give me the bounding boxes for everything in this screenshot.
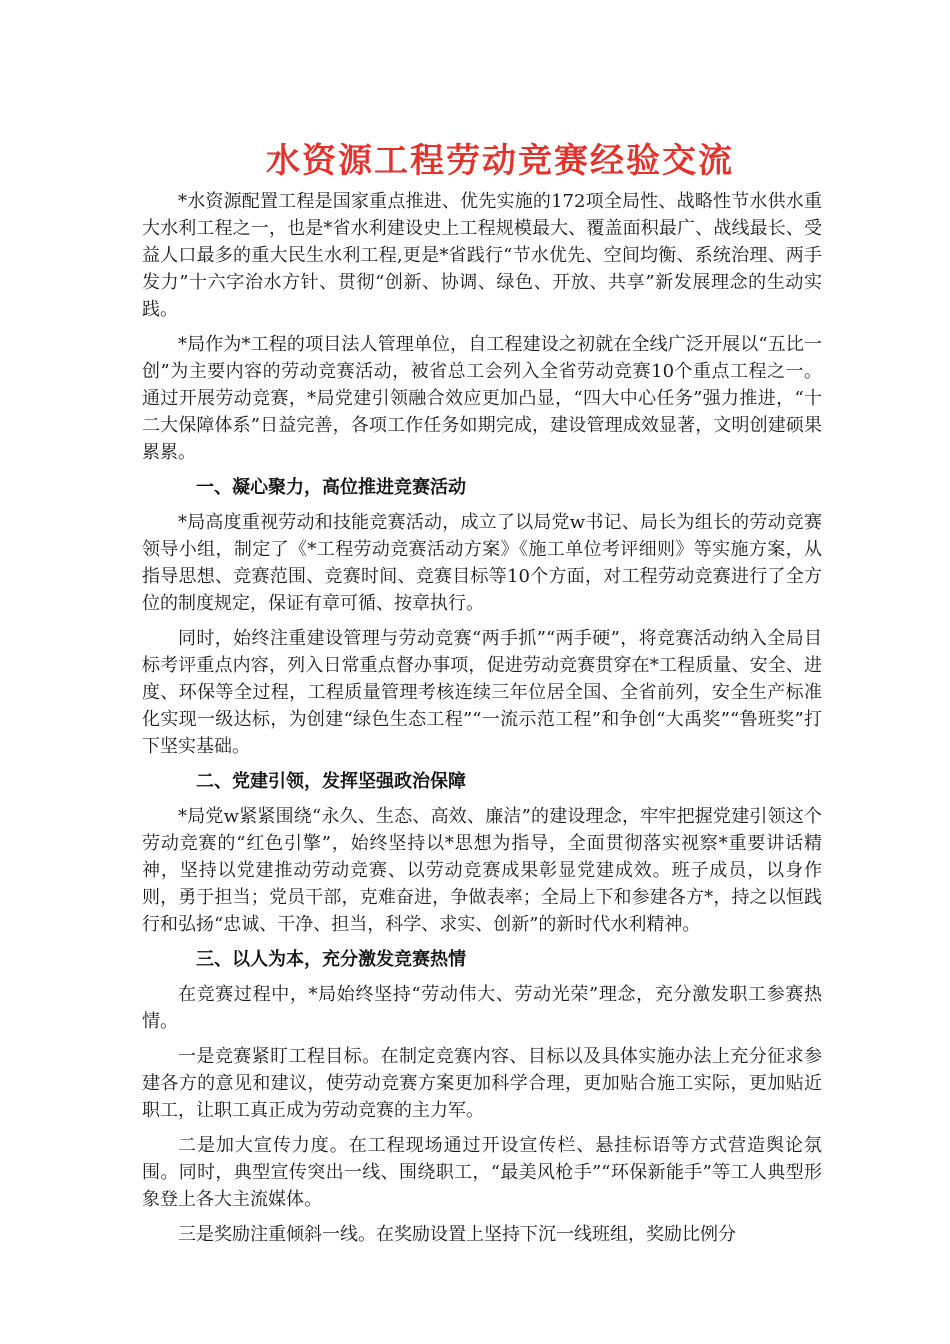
section-heading: 二、党建引领，发挥坚强政治保障	[196, 771, 466, 792]
body-paragraph: 同时，始终注重建设管理与劳动竞赛“两手抓”“两手硬”，将竞赛活动纳入全局目标考评重点内容，列入日常重点督办事项，促进劳动竞赛贯穿在*工程质量、安全、进度、环保等全过程，工程质量管理考核连续三年位居全国、全省前列，安全生产标准化实现一级达标，为创建“绿色生态工程”“一流示范工程”和争创“大禹奖”“鲁班奖”打下坚实基础。	[142, 628, 822, 757]
body-paragraph: *水资源配置工程是国家重点推进、优先实施的172项全局性、战略性节水供水重大水利工程之一，也是*省水利建设史上工程规模最大、覆盖面积最广、战线最长、受益人口最多的重大民生水利工程,更是*省践行“节水优先、空间均衡、系统治理、两手发力”十六字治水方针、贯彻“创新、协调、绿色、开放、共享”新发展理念的生动实践。	[142, 191, 822, 320]
body-paragraph: 二是加大宣传力度。在工程现场通过开设宣传栏、悬挂标语等方式营造舆论氛围。同时，典型宣传突出一线、围绕职工，“最美风枪手”“环保新能手”等工人典型形象登上各大主流媒体。	[142, 1135, 822, 1210]
section-heading: 一、凝心聚力，高位推进竞赛活动	[196, 477, 466, 498]
body-paragraph: *局作为*工程的项目法人管理单位，自工程建设之初就在全线广泛开展以“五比一创”为主要内容的劳动竞赛活动，被省总工会列入全省劳动竞赛10个重点工程之一。通过开展劳动竞赛，*局党建引领融合效应更加凸显，“四大中心任务”强力推进，“十二大保障体系”日益完善，各项工作任务如期完成，建设管理成效显著，文明创建硕果累累。	[142, 334, 822, 463]
body-paragraph: *局党w紧紧围绕“永久、生态、高效、廉洁”的建设理念，牢牢把握党建引领这个劳动竞赛的“红色引擎”，始终坚持以*思想为指导，全面贯彻落实视察*重要讲话精神，坚持以党建推动劳动竞赛、以劳动竞赛成果彰显党建成效。班子成员，以身作则，勇于担当；党员干部，克难奋进，争做表率；全局上下和参建各方*，持之以恒践行和弘扬“忠诚、干净、担当，科学、求实、创新”的新时代水利精神。	[142, 806, 822, 935]
document-title: 水资源工程劳动竞赛经验交流	[266, 141, 734, 181]
document-body	[142, 188, 822, 1256]
body-paragraph: 三是奖励注重倾斜一线。在奖励设置上坚持下沉一线班组，奖励比例分	[178, 1224, 736, 1245]
body-paragraph: 一是竞赛紧盯工程目标。在制定竞赛内容、目标以及具体实施办法上充分征求参建各方的意见和建议，使劳动竞赛方案更加科学合理，更加贴合施工实际，更加贴近职工，让职工真正成为劳动竞赛的主力军。	[142, 1046, 822, 1121]
body-paragraph: *局高度重视劳动和技能竞赛活动，成立了以局党w书记、局长为组长的劳动竞赛领导小组，制定了《*工程劳动竞赛活动方案》《施工单位考评细则》等实施方案，从指导思想、竞赛范围、竞赛时间、竞赛目标等10个方面，对工程劳动竞赛进行了全方位的制度规定，保证有章可循、按章执行。	[142, 512, 822, 614]
section-heading: 三、以人为本，充分激发竞赛热情	[196, 949, 466, 970]
body-paragraph: 在竞赛过程中，*局始终坚持“劳动伟大、劳动光荣”理念，充分激发职工参赛热情。	[142, 984, 822, 1032]
